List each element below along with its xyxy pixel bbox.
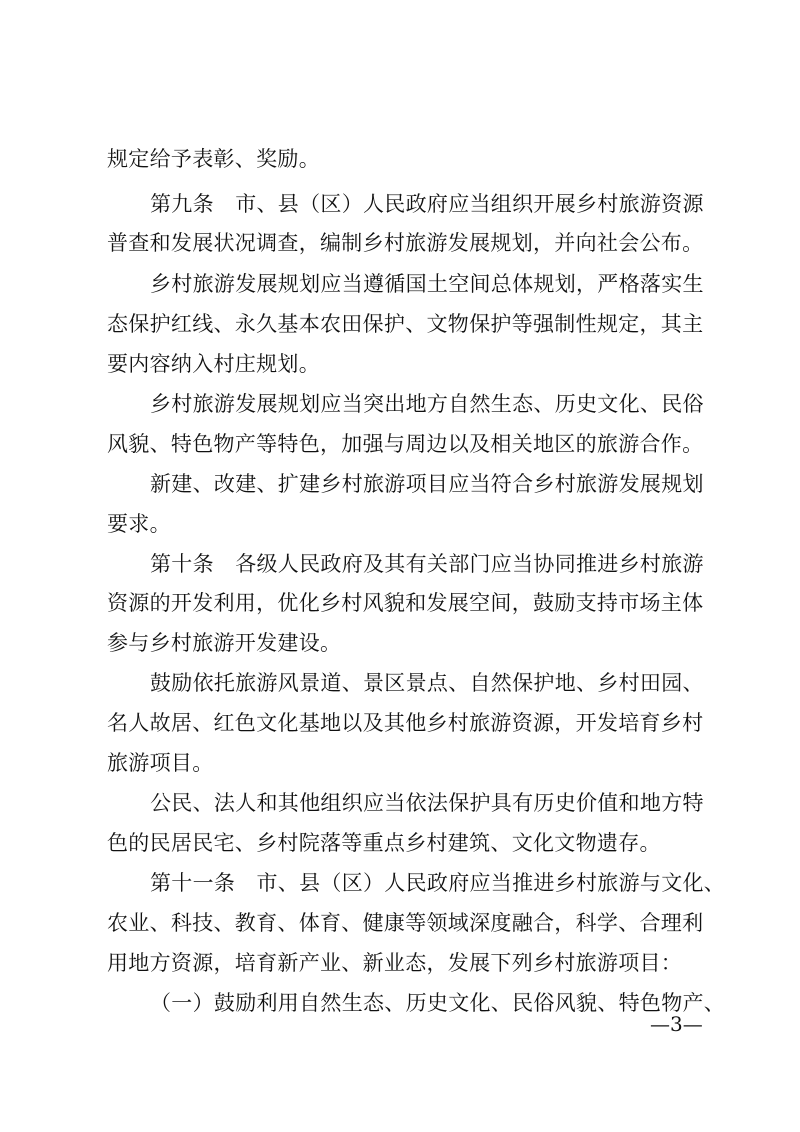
text-line: 色的民居民宅、乡村院落等重点乡村建筑、文化文物遗存。 — [107, 831, 661, 855]
text-line: 风貌、特色物产等特色，加强与周边以及相关地区的旅游合作。 — [107, 432, 704, 456]
text-line: 资源的开发利用，优化乡村风貌和发展空间，鼓励支持市场主体 — [107, 591, 704, 615]
text-line: 用地方资源，培育新产业、新业态，发展下列乡村旅游项目： — [107, 951, 683, 975]
page-number: —3— — [650, 1012, 703, 1036]
article-heading-line: 第十一条 市、县（区）人民政府应当推进乡村旅游与文化、 — [150, 871, 726, 895]
paragraph-start-line: 公民、法人和其他组织应当依法保护具有历史价值和地方特 — [150, 791, 704, 815]
paragraph-start-line: 新建、改建、扩建乡村旅游项目应当符合乡村旅游发展规划 — [150, 472, 704, 496]
paragraph-start-line: 乡村旅游发展规划应当遵循国土空间总体规划，严格落实生 — [150, 272, 704, 296]
list-item-line: （一）鼓励利用自然生态、历史文化、民俗风貌、特色物产、 — [150, 991, 726, 1015]
text-line: 要求。 — [107, 512, 171, 536]
text-line: 名人故居、红色文化基地以及其他乡村旅游资源，开发培育乡村 — [107, 711, 704, 735]
text-line: 普查和发展状况调查，编制乡村旅游发展规划，并向社会公布。 — [107, 231, 704, 255]
text-line: 规定给予表彰、奖励。 — [107, 147, 320, 171]
text-line: 农业、科技、教育、体育、健康等领域深度融合，科学、合理利 — [107, 911, 704, 935]
article-heading-line: 第十条 各级人民政府及其有关部门应当协同推进乡村旅游 — [150, 552, 704, 576]
text-line: 态保护红线、永久基本农田保护、文物保护等强制性规定，其主 — [107, 312, 704, 336]
text-line: 旅游项目。 — [107, 751, 214, 775]
paragraph-start-line: 乡村旅游发展规划应当突出地方自然生态、历史文化、民俗 — [150, 392, 704, 416]
text-line: 要内容纳入村庄规划。 — [107, 352, 320, 376]
article-heading-line: 第九条 市、县（区）人民政府应当组织开展乡村旅游资源 — [150, 192, 704, 216]
paragraph-start-line: 鼓励依托旅游风景道、景区景点、自然保护地、乡村田园、 — [150, 671, 704, 695]
text-line: 参与乡村旅游开发建设。 — [107, 631, 342, 655]
